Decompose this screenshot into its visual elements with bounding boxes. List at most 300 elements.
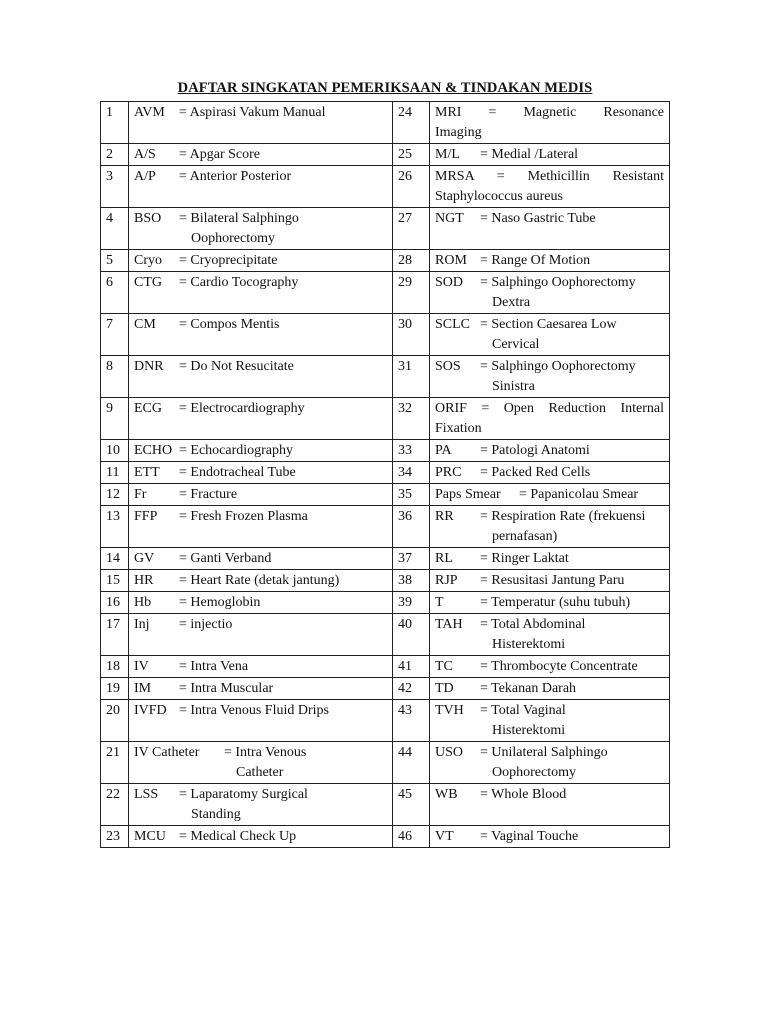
abbreviation-entry <box>435 251 664 271</box>
abbreviation-entry <box>435 441 664 461</box>
abbreviation-code: TVH <box>435 703 464 718</box>
row-number: 29 <box>393 272 430 314</box>
abbreviation-entry <box>435 507 664 547</box>
abbreviation-entry <box>134 251 387 271</box>
abbreviation-definition <box>179 593 387 613</box>
abbreviation-code: T <box>435 595 444 610</box>
abbreviation-code: HR <box>134 573 154 588</box>
definition-text: = Anterior Posterior <box>179 169 292 184</box>
row-number: 30 <box>393 314 430 356</box>
row-number: 2 <box>101 144 129 166</box>
abbreviation-entry <box>134 209 387 249</box>
row-number: 24 <box>393 102 430 144</box>
abbreviation-cell <box>430 208 670 250</box>
abbreviation-entry <box>134 593 387 613</box>
definition-text: = Endotracheal Tube <box>179 465 296 480</box>
abbreviation-entry <box>435 785 664 805</box>
abbreviation-table <box>100 101 670 848</box>
abbreviation-cell <box>430 784 670 826</box>
abbreviation-cell <box>430 462 670 484</box>
definition-text: = Intra Vena <box>179 659 249 674</box>
definition-text: = Vaginal Touche <box>480 829 579 844</box>
abbreviation-entry <box>435 657 664 677</box>
abbreviation-cell <box>129 548 393 570</box>
abbreviation-definition <box>179 273 387 293</box>
abbreviation-code: USO <box>435 745 464 760</box>
abbreviation-cell <box>430 314 670 356</box>
table-row <box>101 208 670 250</box>
definition-text: = Thrombocyte Concentrate <box>480 659 638 674</box>
abbreviation-definition <box>480 827 664 847</box>
abbreviation-cell <box>430 272 670 314</box>
definition-continuation: Oophorectomy <box>492 765 576 780</box>
abbreviation-code: LSS <box>134 787 159 802</box>
abbreviation-definition <box>179 209 387 249</box>
abbreviation-cell <box>129 440 393 462</box>
row-number: 27 <box>393 208 430 250</box>
abbreviation-definition <box>480 785 664 805</box>
abbreviation-entry <box>435 593 664 613</box>
abbreviation-cell <box>129 462 393 484</box>
abbreviation-cell <box>129 250 393 272</box>
table-row <box>101 462 670 484</box>
definition-continuation: Catheter <box>236 765 284 780</box>
abbreviation-code: RR <box>435 509 454 524</box>
abbreviation-code: ECG <box>134 401 162 416</box>
definition-text: = Fresh Frozen Plasma <box>179 509 308 524</box>
abbreviation-cell <box>430 506 670 548</box>
abbreviation-cell <box>129 742 393 784</box>
definition-continuation: Standing <box>191 807 241 822</box>
abbreviation-definition <box>480 615 664 655</box>
abbreviation-definition <box>179 167 387 187</box>
definition-text: = Echocardiography <box>179 443 294 458</box>
definition-text: = Apgar Score <box>179 147 260 162</box>
abbreviation-code: Inj <box>134 617 150 632</box>
definition-text: = Intra Venous Fluid Drips <box>179 703 329 718</box>
row-number: 38 <box>393 570 430 592</box>
abbreviation-cell <box>430 144 670 166</box>
abbreviation-code: BSO <box>134 211 162 226</box>
abbreviation-cell <box>129 506 393 548</box>
abbreviation-entry <box>134 701 387 721</box>
abbreviation-entry: MRSA = Methicillin Resistant <box>435 169 664 184</box>
row-number: 20 <box>101 700 129 742</box>
abbreviation-code: MCU <box>134 829 166 844</box>
definition-text: = Aspirasi Vakum Manual <box>179 105 326 120</box>
abbreviation-cell <box>129 102 393 144</box>
abbreviation-entry <box>134 463 387 483</box>
abbreviation-entry <box>134 785 387 825</box>
row-number: 25 <box>393 144 430 166</box>
definition-text: = Total Vaginal <box>480 703 566 718</box>
row-number: 14 <box>101 548 129 570</box>
definition-text: = Compos Mentis <box>179 317 280 332</box>
row-number: 36 <box>393 506 430 548</box>
document-title: DAFTAR SINGKATAN PEMERIKSAAN & TINDAKAN MEDIS <box>177 80 593 96</box>
definition-text: = Intra Muscular <box>179 681 274 696</box>
abbreviation-definition <box>480 273 664 313</box>
abbreviation-entry <box>134 571 387 591</box>
abbreviation-entry <box>134 357 387 377</box>
abbreviation-entry: ORIF = Open Reduction Internal <box>435 401 664 416</box>
table-row <box>101 592 670 614</box>
definition-text: = Heart Rate (detak jantung) <box>179 573 340 588</box>
definition-text: = Ringer Laktat <box>480 551 569 566</box>
row-number: 3 <box>101 166 129 208</box>
row-number: 1 <box>101 102 129 144</box>
abbreviation-cell <box>129 570 393 592</box>
table-row <box>101 700 670 742</box>
abbreviation-definition <box>480 507 664 547</box>
definition-text: = Whole Blood <box>480 787 567 802</box>
row-number: 7 <box>101 314 129 356</box>
abbreviation-definition <box>179 657 387 677</box>
abbreviation-entry <box>134 145 387 165</box>
definition-text: = Do Not Resucitate <box>179 359 294 374</box>
definition-text: = Total Abdominal <box>480 617 586 632</box>
abbreviation-code: RJP <box>435 573 458 588</box>
table-row <box>101 678 670 700</box>
abbreviation-definition <box>179 399 387 419</box>
row-number: 16 <box>101 592 129 614</box>
abbreviation-definition <box>179 679 387 699</box>
abbreviation-definition <box>179 441 387 461</box>
row-number: 23 <box>101 826 129 848</box>
abbreviation-continuation: Fixation <box>435 421 482 436</box>
abbreviation-cell <box>129 166 393 208</box>
abbreviation-cell <box>129 592 393 614</box>
row-number: 18 <box>101 656 129 678</box>
abbreviation-definition <box>179 549 387 569</box>
abbreviation-cell <box>129 144 393 166</box>
abbreviation-definition <box>480 593 664 613</box>
abbreviation-entry <box>134 743 387 783</box>
definition-text: = Medical Check Up <box>179 829 297 844</box>
row-number: 34 <box>393 462 430 484</box>
abbreviation-cell <box>129 314 393 356</box>
abbreviation-entry <box>134 827 387 847</box>
abbreviation-code: GV <box>134 551 155 566</box>
definition-continuation: Histerektomi <box>492 723 566 738</box>
abbreviation-cell <box>129 656 393 678</box>
row-number: 37 <box>393 548 430 570</box>
table-row <box>101 484 670 506</box>
row-number: 35 <box>393 484 430 506</box>
abbreviation-code: PA <box>435 443 452 458</box>
abbreviation-cell <box>430 592 670 614</box>
abbreviation-cell <box>430 250 670 272</box>
abbreviation-entry <box>134 273 387 293</box>
abbreviation-definition <box>179 145 387 165</box>
row-number: 5 <box>101 250 129 272</box>
abbreviation-cell <box>129 678 393 700</box>
abbreviation-cell <box>430 570 670 592</box>
abbreviation-definition <box>480 549 664 569</box>
abbreviation-entry <box>134 485 387 505</box>
abbreviation-code: SCLC <box>435 317 471 332</box>
row-number: 31 <box>393 356 430 398</box>
table-row <box>101 272 670 314</box>
definition-text: = Intra Venous <box>224 745 307 760</box>
definition-text: = Bilateral Salphingo <box>179 211 299 226</box>
table-row <box>101 440 670 462</box>
row-number: 19 <box>101 678 129 700</box>
abbreviation-code: FFP <box>134 509 158 524</box>
abbreviation-entry <box>435 615 664 655</box>
abbreviation-code: CTG <box>134 275 162 290</box>
abbreviation-code: IV <box>134 659 149 674</box>
abbreviation-entry <box>134 103 387 123</box>
abbreviation-cell <box>129 784 393 826</box>
abbreviation-definition <box>480 251 664 271</box>
abbreviation-code: VT <box>435 829 454 844</box>
abbreviation-cell <box>430 166 670 208</box>
abbreviation-code: Fr <box>134 487 147 502</box>
abbreviation-code: AVM <box>134 105 165 120</box>
row-number: 15 <box>101 570 129 592</box>
abbreviation-entry <box>134 399 387 419</box>
abbreviation-definition <box>480 441 664 461</box>
abbreviation-code: IM <box>134 681 152 696</box>
definition-continuation: pernafasan) <box>492 529 558 544</box>
abbreviation-definition <box>179 103 387 123</box>
abbreviation-code: Cryo <box>134 253 162 268</box>
row-number: 39 <box>393 592 430 614</box>
definition-text: = Range Of Motion <box>480 253 591 268</box>
abbreviation-definition <box>480 571 664 591</box>
abbreviation-entry <box>134 441 387 461</box>
definition-text: = Laparatomy Surgical <box>179 787 308 802</box>
row-number: 12 <box>101 484 129 506</box>
abbreviation-definition <box>179 463 387 483</box>
definition-text: = Temperatur (suhu tubuh) <box>480 595 631 610</box>
abbreviation-definition <box>224 743 387 783</box>
row-number: 46 <box>393 826 430 848</box>
row-number: 9 <box>101 398 129 440</box>
abbreviation-definition <box>480 701 664 741</box>
table-row <box>101 398 670 440</box>
table-row <box>101 614 670 656</box>
table-row <box>101 548 670 570</box>
abbreviation-definition <box>179 615 387 635</box>
abbreviation-definition <box>179 571 387 591</box>
abbreviation-entry <box>435 315 664 355</box>
abbreviation-definition <box>179 251 387 271</box>
row-number: 26 <box>393 166 430 208</box>
abbreviation-cell <box>430 102 670 144</box>
definition-text: = Patologi Anatomi <box>480 443 590 458</box>
row-number: 44 <box>393 742 430 784</box>
definition-text: = Tekanan Darah <box>480 681 577 696</box>
abbreviation-definition <box>480 463 664 483</box>
abbreviation-definition <box>480 679 664 699</box>
definition-text: = Papanicolau Smear <box>519 487 639 502</box>
abbreviation-cell <box>430 826 670 848</box>
abbreviation-cell <box>129 484 393 506</box>
abbreviation-entry: MRI = Magnetic Resonance <box>435 105 664 120</box>
abbreviation-entry <box>134 657 387 677</box>
abbreviation-entry <box>435 701 664 741</box>
definition-text: = Naso Gastric Tube <box>480 211 596 226</box>
table-row <box>101 166 670 208</box>
abbreviation-entry <box>435 463 664 483</box>
abbreviation-entry <box>134 167 387 187</box>
abbreviation-code: A/P <box>134 169 156 184</box>
abbreviation-cell <box>129 272 393 314</box>
abbreviation-definition <box>179 485 387 505</box>
definition-continuation: Cervical <box>492 337 540 352</box>
definition-continuation: Histerektomi <box>492 637 566 652</box>
abbreviation-cell <box>430 484 670 506</box>
definition-text: = Respiration Rate (frekuensi <box>480 509 646 524</box>
abbreviation-entry <box>134 549 387 569</box>
abbreviation-code: Hb <box>134 595 152 610</box>
abbreviation-cell <box>430 356 670 398</box>
abbreviation-cell <box>129 398 393 440</box>
table-row <box>101 314 670 356</box>
abbreviation-code: Paps Smear <box>435 487 501 502</box>
row-number: 40 <box>393 614 430 656</box>
definition-text: = Hemoglobin <box>179 595 261 610</box>
table-row <box>101 784 670 826</box>
abbreviation-cell <box>430 656 670 678</box>
abbreviation-code: IVFD <box>134 703 167 718</box>
row-number: 4 <box>101 208 129 250</box>
row-number: 45 <box>393 784 430 826</box>
abbreviation-entry <box>134 507 387 527</box>
abbreviation-entry <box>435 273 664 313</box>
row-number: 32 <box>393 398 430 440</box>
abbreviation-cell <box>430 548 670 570</box>
abbreviation-code: SOD <box>435 275 464 290</box>
abbreviation-entry <box>435 209 664 229</box>
abbreviation-cell <box>430 678 670 700</box>
row-number: 22 <box>101 784 129 826</box>
table-row <box>101 144 670 166</box>
definition-text: = Salphingo Oophorectomy <box>480 359 636 374</box>
abbreviation-code: TD <box>435 681 454 696</box>
abbreviation-code: DNR <box>134 359 164 374</box>
abbreviation-definition <box>480 145 664 165</box>
abbreviation-cell <box>430 614 670 656</box>
table-row <box>101 250 670 272</box>
table-row <box>101 506 670 548</box>
abbreviation-code: IV Catheter <box>134 745 200 760</box>
abbreviation-definition <box>480 315 664 355</box>
abbreviation-entry <box>435 549 664 569</box>
row-number: 13 <box>101 506 129 548</box>
abbreviation-definition <box>179 701 387 721</box>
abbreviation-definition <box>480 743 664 783</box>
definition-continuation: Sinistra <box>492 379 535 394</box>
abbreviation-entry <box>435 827 664 847</box>
row-number: 17 <box>101 614 129 656</box>
definition-continuation: Oophorectomy <box>191 231 275 246</box>
definition-text: = Ganti Verband <box>179 551 272 566</box>
definition-text: = Cardio Tocography <box>179 275 299 290</box>
abbreviation-entry <box>134 315 387 335</box>
abbreviation-cell <box>129 208 393 250</box>
abbreviation-code: ROM <box>435 253 467 268</box>
abbreviation-entry <box>435 571 664 591</box>
definition-text: = Section Caesarea Low <box>480 317 617 332</box>
abbreviation-definition <box>179 827 387 847</box>
row-number: 21 <box>101 742 129 784</box>
row-number: 6 <box>101 272 129 314</box>
abbreviation-code: TC <box>435 659 453 674</box>
abbreviation-code: NGT <box>435 211 464 226</box>
abbreviation-cell <box>430 742 670 784</box>
abbreviation-continuation: Imaging <box>435 125 482 140</box>
abbreviation-entry <box>435 743 664 783</box>
definition-text: = injectio <box>179 617 233 632</box>
abbreviation-cell <box>430 440 670 462</box>
abbreviation-code: WB <box>435 787 458 802</box>
table-row <box>101 102 670 144</box>
abbreviation-entry <box>435 357 664 397</box>
row-number: 28 <box>393 250 430 272</box>
abbreviation-definition <box>179 507 387 527</box>
row-number: 43 <box>393 700 430 742</box>
abbreviation-cell <box>129 700 393 742</box>
abbreviation-cell <box>430 398 670 440</box>
abbreviation-code: TAH <box>435 617 463 632</box>
abbreviation-table-body <box>101 102 670 848</box>
definition-text: = Unilateral Salphingo <box>480 745 608 760</box>
abbreviation-code: ETT <box>134 465 160 480</box>
abbreviation-definition <box>179 357 387 377</box>
abbreviation-cell <box>129 826 393 848</box>
abbreviation-entry <box>134 615 387 635</box>
row-number: 10 <box>101 440 129 462</box>
abbreviation-code: A/S <box>134 147 156 162</box>
abbreviation-code: ECHO <box>134 443 173 458</box>
table-row <box>101 570 670 592</box>
abbreviation-cell <box>129 356 393 398</box>
definition-text: = Medial /Lateral <box>480 147 579 162</box>
table-row <box>101 656 670 678</box>
abbreviation-definition <box>519 485 664 505</box>
abbreviation-cell <box>430 700 670 742</box>
table-row <box>101 826 670 848</box>
definition-text: = Fracture <box>179 487 238 502</box>
definition-text: = Cryoprecipitate <box>179 253 278 268</box>
abbreviation-code: SOS <box>435 359 461 374</box>
row-number: 33 <box>393 440 430 462</box>
abbreviation-code: CM <box>134 317 156 332</box>
row-number: 41 <box>393 656 430 678</box>
abbreviation-definition <box>179 785 387 825</box>
abbreviation-code: PRC <box>435 465 462 480</box>
abbreviation-entry <box>435 679 664 699</box>
table-row <box>101 742 670 784</box>
row-number: 42 <box>393 678 430 700</box>
abbreviation-entry <box>435 485 664 505</box>
abbreviation-code: RL <box>435 551 453 566</box>
abbreviation-definition <box>480 657 664 677</box>
definition-text: = Electrocardiography <box>179 401 305 416</box>
abbreviation-entry <box>134 679 387 699</box>
abbreviation-definition <box>480 357 664 397</box>
definition-text: = Resusitasi Jantung Paru <box>480 573 625 588</box>
table-row <box>101 356 670 398</box>
definition-text: = Packed Red Cells <box>480 465 591 480</box>
abbreviation-code: M/L <box>435 147 460 162</box>
abbreviation-cell <box>129 614 393 656</box>
abbreviation-definition <box>480 209 664 229</box>
definition-continuation: Dextra <box>492 295 531 310</box>
